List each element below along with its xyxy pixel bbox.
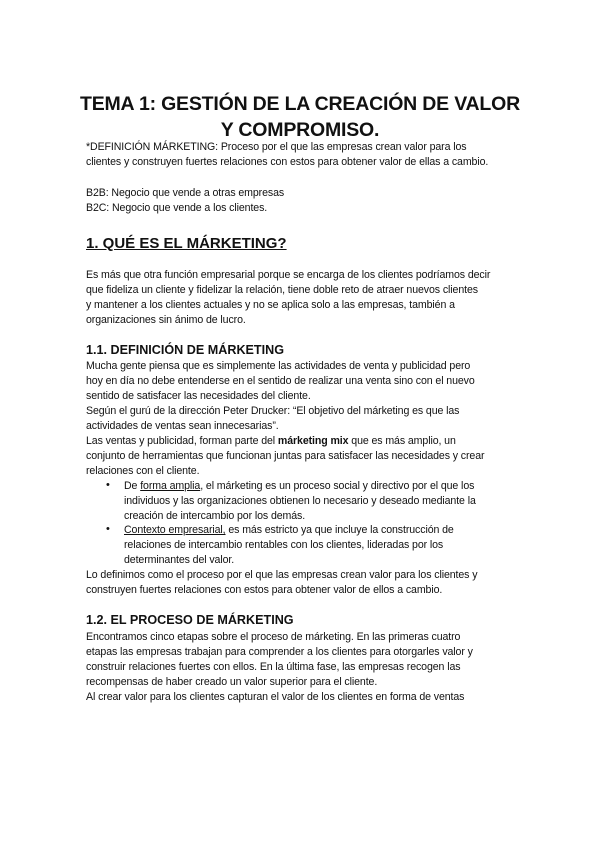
bullet-1-continuation: creación de intercambio por los demás. [124, 510, 306, 522]
bullet-2-continuation: determinantes del valor. [124, 554, 235, 566]
bullet-2-post: es más estricto ya que incluye la construcción de [225, 524, 454, 536]
paragraph-line: sentido de satisfacer las necesidades del cliente. [86, 390, 311, 402]
paragraph-line: que fideliza un cliente y fidelizar la relación, tiene doble reto de atraer nuevos clientes [86, 284, 478, 296]
paragraph-line: Según el gurú de la dirección Peter Drucker: “El objetivo del márketing es que las [86, 405, 460, 417]
paragraph-line: Es más que otra función empresarial porque se encarga de los clientes podríamos decir [86, 269, 491, 281]
paragraph-line: Lo definimos como el proceso por el que las empresas crean valor para los clientes y [86, 569, 478, 581]
paragraph-line: construir relaciones fuertes con ellos. En la última fase, las empresas recogen las [86, 661, 461, 673]
marketing-mix-pre: Las ventas y publicidad, forman parte del [86, 435, 278, 447]
document-title-line-2: Y COMPROMISO. [220, 119, 380, 141]
document-title-line-1: TEMA 1: GESTIÓN DE LA CREACIÓN DE VALOR [80, 93, 520, 115]
paragraph-line: Encontramos cinco etapas sobre el proceso de márketing. En las primeras cuatro [86, 631, 461, 643]
bullet-2-line [124, 523, 454, 538]
definition-line: *DEFINICIÓN MÁRKETING: Proceso por el que las empresas crean valor para los [86, 141, 467, 153]
marketing-mix-term: márketing mix [277, 435, 349, 447]
bullet-dot-icon: • [106, 479, 110, 491]
paragraph-line: construyen fuertes relaciones con estos para obtener valor de ellos a cambio. [86, 584, 443, 596]
paragraph-line: Al crear valor para los clientes capturan el valor de los clientes en forma de ventas [86, 691, 465, 703]
section-1-2-heading: 1.2. EL PROCESO DE MÁRKETING [86, 613, 294, 627]
marketing-mix-post: que es más amplio, un [348, 435, 456, 447]
bullet-1-pre: De [124, 480, 141, 492]
paragraph-line: Mucha gente piensa que es simplemente las actividades de venta y publicidad pero [86, 360, 471, 372]
definition-line: clientes y construyen fuertes relaciones con estos para obtener valor de ellas a cambio. [86, 156, 489, 168]
bullet-1-continuation: individuos y las organizaciones obtienen lo necesario y deseado mediante la [124, 495, 476, 507]
paragraph-line: relaciones con el cliente. [86, 465, 200, 477]
paragraph-line: hoy en día no debe entenderse en el sentido de realizar una venta sino con el nuevo [86, 375, 475, 387]
paragraph-line: y mantener a los clientes actuales y no se aplica solo a las empresas, también a [86, 299, 455, 311]
paragraph-line: organizaciones sin ánimo de lucro. [86, 314, 246, 326]
bullet-1-line [124, 479, 474, 494]
paragraph-line: actividades de ventas sean innecesarias”. [86, 420, 279, 432]
bullet-1-term: forma amplia [140, 480, 201, 492]
b2b-text: B2B: Negocio que vende a otras empresas [86, 187, 285, 199]
section-1-1-heading: 1.1. DEFINICIÓN DE MÁRKETING [86, 343, 285, 357]
bullet-dot-icon: • [106, 523, 110, 535]
bullet-2-continuation: relaciones de intercambio rentables con los clientes, lideradas por los [124, 539, 444, 551]
paragraph-line: recompensas de haber creado un valor superior para el cliente. [86, 676, 378, 688]
paragraph-line: conjunto de herramientas que funcionan juntas para satisfacer las necesidades y crear [86, 450, 485, 462]
b2c-text: B2C: Negocio que vende a los clientes. [86, 202, 268, 214]
section-1-heading: 1. QUÉ ES EL MÁRKETING? [86, 235, 287, 252]
marketing-mix-line [86, 434, 456, 449]
bullet-2-term: Contexto empresarial, [124, 524, 226, 536]
bullet-1-post: , el márketing es un proceso social y directivo por el que los [200, 480, 475, 492]
paragraph-line: etapas las empresas trabajan para comprender a los clientes para otorgarles valor y [86, 646, 473, 658]
